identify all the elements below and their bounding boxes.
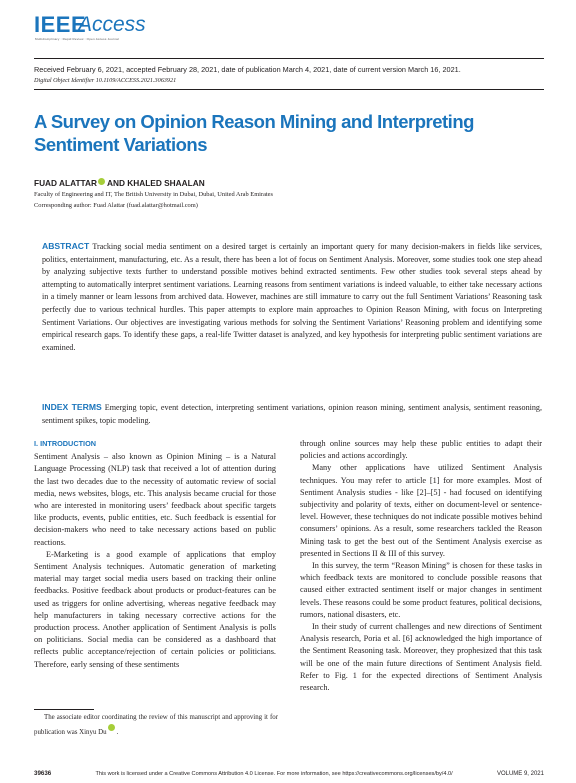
index-terms <box>42 401 542 427</box>
doi-line: Digital Object Identifier 10.1109/ACCESS.2021.3063921 <box>34 77 177 84</box>
publication-dates: Received February 6, 2021, accepted February 28, 2021, date of publication March 4, 2021, date of current version March 16, 2021. <box>34 65 461 74</box>
paragraph: E-Marketing is a good example of applications that employ Sentiment Analysis techniques. Automatic generation of marketing material may target social media users based on tracking their online feedbacks. Positive feedback about products or product-features can be used as triggers for online advertising, whereas negative feedback may help manufacturers in taking necessary corrective actions for the production process. Another application of Sentiment Analysis is polls on politicians. Social media can be considered as a dashboard that reflects public acceptance/rejection of certain policies or politicians. Therefore, early sensing of these sentiments <box>34 549 276 669</box>
paragraph: Sentiment Analysis – also known as Opinion Mining – is a Natural Language Processing (NLP) task that received a lot of attention during the last two decades due to the necessity of automatic review of social media, news websites, blogs, etc. This analysis became crucial for those who are interested in monitoring users’ feedback about specific targets like products, events, public entities, etc. Such feedback is essential for decision-makers who need to take necessary actions based on public reactions. <box>34 452 276 547</box>
page-number: 39636 <box>34 770 52 777</box>
footnote-rule <box>34 709 94 710</box>
paragraph: Many other applications have utilized Sentiment Analysis techniques. You may refer to article [1] for more examples. Most of Sentiment Analysis studies - like [2]–[5] - had focused on identifying subjectivity and polarity of texts, either on document-level or sentence-level. However, these techniques do not indicate possible motives behind consumers’ opinions. As a result, some researchers tackled the Reason Mining task to get the best out of the Sentiment Analysis exercise as presented in Sections II & III of this survey. <box>300 463 542 558</box>
header-rule-top <box>34 58 544 59</box>
abstract <box>42 240 542 354</box>
left-column <box>34 438 276 671</box>
affiliation: Faculty of Engineering and IT, The British University in Dubai, Dubai, United Arab Emirates <box>34 191 274 198</box>
header-rule-bottom <box>34 89 544 90</box>
logo-tagline: Multidisciplinary : Rapid Review : Open Access Journal <box>35 37 119 41</box>
orcid-icon[interactable] <box>98 178 105 185</box>
paragraph: In their study of current challenges and new directions of Sentiment Analysis research, Poria et al. [6] acknowledged the high importance of the Sentiment Reasoning task. Moreover, they prophesized that this task will be one of the main future directions of Sentiment Analysis field. Refer to Fig. 1 for the expected directions of Sentiment Analysis research. <box>300 622 542 693</box>
editor-footnote: The associate editor coordinating the review of this manuscript and approving it for publication was Xinyu Du . <box>34 714 278 736</box>
abstract-text: Tracking social media sentiment on a desired target is certainly an important query for many decision-makers in fields like services, politics, entertainment, manufacturing, etc. As a result, there has been a lot of focus on Sentiment Analysis. Moreover, some studies took one step ahead by analyzing subjective texts further to understand possible motives behind extracted sentiments. Few other studies took several steps ahead by attempting to automatically interpret sentiment variations. Learning reasons from sentiment variations is indeed valuable, to either take necessary actions in a timely manner or learn lessons from archived data. However, machines are still immature to carry out the full Sentiment Variations’ Reasoning task perfectly due to various technical hurdles. This paper attempts to explore main approaches to Opinion Reason Mining, with focus on Interpreting Sentiment Variations. Our objectives are investigating various methods for solving the Sentiment Variations’ Reasoning problem and identifying some empirical research gaps. To identify these gaps, a real-life Twitter dataset is analyzed, and key hypothesis for interpreting public sentiment variations are examined. <box>42 242 542 352</box>
orcid-icon[interactable] <box>108 724 115 731</box>
author-line <box>34 178 205 188</box>
author-1: FUAD ALATTAR <box>34 178 97 188</box>
volume-label: VOLUME 9, 2021 <box>496 770 544 777</box>
section-heading: I. INTRODUCTION <box>34 439 97 448</box>
logo-access-text: Access <box>78 13 146 36</box>
corresponding-author: Corresponding author: Fuad Alattar (fuad.alattar@hotmail.com) <box>34 202 198 209</box>
abstract-heading: ABSTRACT <box>42 241 90 251</box>
paragraph: In this survey, the term “Reason Mining” is chosen for these tasks in which feedback texts are monitored to conclude possible reasons that caused either extracted sentiment itself or major changes in sentiment levels. These reasons could be some product features, political decisions, rumors, national disasters, etc. <box>300 561 542 619</box>
right-column <box>300 438 542 694</box>
index-terms-heading: INDEX TERMS <box>42 402 102 412</box>
author-2: AND KHALED SHAALAN <box>106 178 205 188</box>
footnote-text: The associate editor coordinating the review of this manuscript and approving it for publication was Xinyu Du <box>34 714 278 736</box>
index-terms-text: Emerging topic, event detection, interpreting sentiment variations, opinion reason mining, sentiment analysis, sentiment reasoning, sentiment spikes, topic modeling. <box>42 403 542 425</box>
logo-ieee-text: IEEE <box>34 12 87 37</box>
paragraph: through online sources may help these public entities to adapt their policies and actions accordingly. <box>300 439 542 461</box>
paper-title: A Survey on Opinion Reason Mining and Interpreting Sentiment Variations <box>34 111 474 155</box>
license-note[interactable]: This work is licensed under a Creative Commons Attribution 4.0 License. For more information, see https://creativecommons.org/licenses/by/4.0/ <box>95 770 453 777</box>
page-footer <box>34 770 544 777</box>
